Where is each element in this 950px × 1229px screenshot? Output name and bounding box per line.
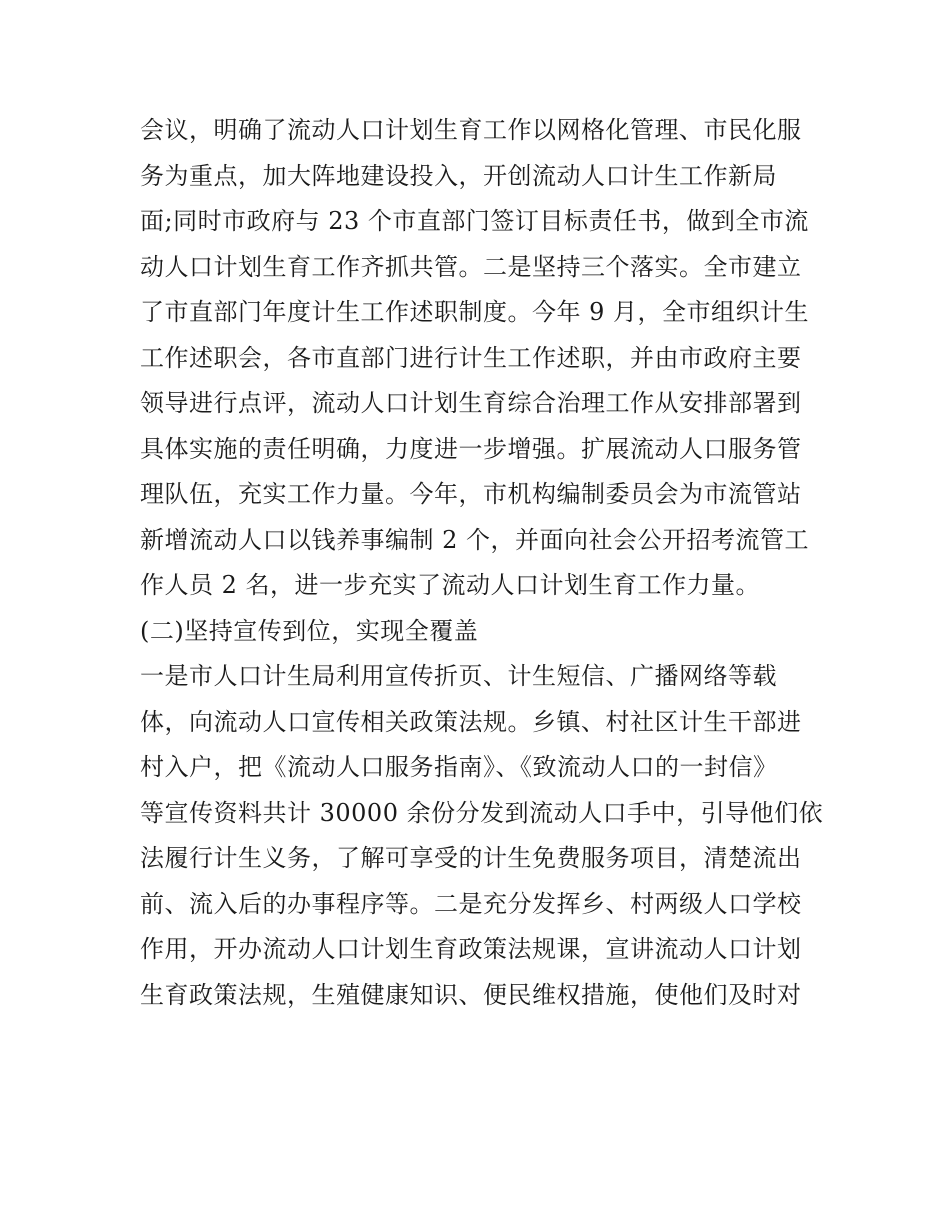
- text-line: 等宣传资料共计 30000 余份分发到流动人口手中，引导他们依: [140, 798, 824, 827]
- text-line: 面;同时市政府与 23 个市直部门签订目标责任书，做到全市流: [140, 207, 809, 235]
- text-line: 理队伍，充实工作力量。今年，市机构编制委员会为市流管站: [140, 480, 802, 508]
- text-line: 生育政策法规，生殖健康知识、便民维权措施，使他们及时对: [140, 980, 802, 1009]
- text-line: 一是市人口计生局利用宣传折页、计生短信、广播网络等载: [140, 662, 777, 690]
- text-line: 村入户，把《流动人口服务指南》、《致流动人口的一封信》: [140, 753, 778, 781]
- section-heading: (二)坚持宣传到位，实现全覆盖: [140, 616, 479, 645]
- text-line: 动人口计划生育工作齐抓共管。二是坚持三个落实。全市建立: [140, 252, 802, 281]
- text-line: 具体实施的责任明确，力度进一步增强。扩展流动人口服务管: [140, 434, 802, 463]
- text-line: 体，向流动人口宣传相关政策法规。乡镇、村社区计生干部进: [140, 707, 802, 736]
- text-line: 务为重点，加大阵地建设投入，开创流动人口计生工作新局: [140, 161, 777, 190]
- text-line: 了市直部门年度计生工作述职制度。今年 9 月，全市组织计生: [140, 298, 810, 326]
- text-line: 工作述职会，各市直部门进行计生工作述职，并由市政府主要: [140, 343, 802, 372]
- text-line: 新增流动人口以钱养事编制 2 个，并面向社会公开招考流管工: [140, 525, 810, 554]
- text-line: 领导进行点评，流动人口计划生育综合治理工作从安排部署到: [140, 389, 802, 417]
- text-line: 作人员 2 名，进一步充实了流动人口计划生育工作力量。: [140, 571, 761, 599]
- text-line: 前、流入后的办事程序等。二是充分发挥乡、村两级人口学校: [140, 889, 802, 918]
- text-line: 会议，明确了流动人口计划生育工作以网格化管理、市民化服: [140, 116, 802, 144]
- text-line: 法履行计生义务，了解可享受的计生免费服务项目，清楚流出: [140, 844, 802, 872]
- text-line: 作用，开办流动人口计划生育政策法规课，宣讲流动人口计划: [140, 935, 802, 963]
- document-body: [140, 108, 824, 1018]
